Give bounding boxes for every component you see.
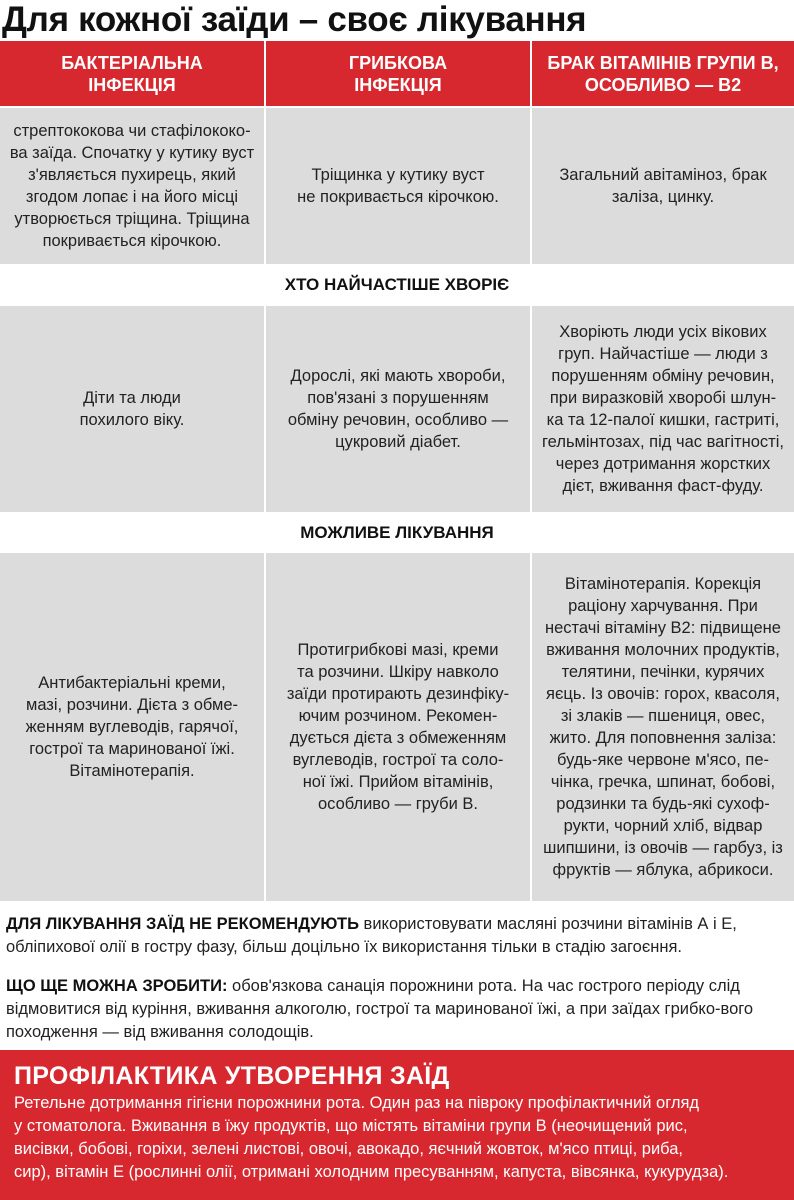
page-title: Для кожної заїди – своє лікування <box>2 0 587 39</box>
column-header-fungal <box>266 41 530 106</box>
cell-text: Загальний авітаміноз, брак заліза, цинку. <box>559 166 767 206</box>
table-cell <box>0 108 264 264</box>
note-lead: ДЛЯ ЛІКУВАННЯ ЗАЇД НЕ РЕКОМЕНДУЮТЬ <box>6 915 359 933</box>
table-row-who <box>0 306 794 512</box>
column-header-label: ГРИБКОВА ІНФЕКЦІЯ <box>348 52 448 95</box>
table-cell <box>266 108 530 264</box>
cell-text: Тріщинка у кутику вуст не покривається кірочкою. <box>297 166 499 206</box>
prevention-text: Ретельне дотримання гігієни порожнини рота. Один раз на півроку профілактичний огляд у стоматолога. Вживання в їжу продуктів, що містять вітаміни групи В (неочищений рис, висівки, бобові, горіхи, зелені листові, овочі, авокадо, яєчний жовток, м'ясо птиці, риба, сир), вітамін Е (рослинні олії, отримані холодним пресуванням, капуста, вівсянка, кукурудза). <box>14 1094 729 1181</box>
table-header <box>0 41 794 106</box>
table-cell <box>266 306 530 512</box>
table-cell <box>532 553 794 901</box>
cell-text: Діти та люди похилого віку. <box>79 389 185 429</box>
prevention-box <box>0 1050 794 1200</box>
column-header-label: БРАК ВІТАМІНІВ ГРУПИ В, ОСОБЛИВО — В2 <box>547 52 779 95</box>
note-text: обов'язкова санація порожнини рота. На час гострого періоду слід відмовитися від куріння, вживання алкоголю, гострої та маринованої їжі, а при заїдах грибко-вого походження — від вживання солодощів. <box>6 977 754 1041</box>
cell-text: Протигрибкові мазі, креми та розчини. Шкіру навколо заїди протирають дезинфіку- ючим розчином. Рекомен- дується дієта з обмеженням вуглеводів, гострої та соло- ної їжі. Прийом вітамінів, особливо — груби В. <box>286 641 510 813</box>
table-cell <box>532 306 794 512</box>
column-header-bacterial <box>0 41 264 106</box>
table-cell <box>0 306 264 512</box>
note-text: використовувати масляні розчини вітамінів А і Е, обліпихової олії в гостру фазу, більш доцільно їх використання тільки в стадію загоєння. <box>6 915 737 956</box>
cell-text: стрептококова чи стафілококо- ва заїда. Спочатку у кутику вуст з'являється пухирець, який згодом лопає і на його місці утворюється тріщина. Тріщина покривається кірочкою. <box>9 122 255 250</box>
table-cell <box>0 553 264 901</box>
table-row-causes <box>0 108 794 264</box>
section-heading-treatment: МОЖЛИВЕ ЛІКУВАННЯ <box>0 513 794 553</box>
note-not-recommended <box>6 913 786 959</box>
table-cell <box>266 553 530 901</box>
note-lead: ЩО ЩЕ МОЖНА ЗРОБИТИ: <box>6 977 228 995</box>
cell-text: Вітамінотерапія. Корекція раціону харчування. При нестачі вітаміну В2: підвищене вживання молочних продуктів, телятини, печінки, курячих яєць. Із овочів: горох, квасоля, зі злаків — пшениця, овес, жито. Для поповнення заліза: будь-яке червоне м'ясо, пе- чінка, гречка, шпинат, бобові, родзинки та будь-які сухоф- рукти, чорний хліб, відвар шипшини, із овочів — гарбуз, із фруктів — яблука, абрикоси. <box>543 575 783 879</box>
section-heading-who: ХТО НАЙЧАСТІШЕ ХВОРІЄ <box>0 265 794 305</box>
cell-text: Хворіють люди усіх вікових груп. Найчастіше — люди з порушенням обміну речовин, при виразковій хворобі шлун- ка та 12-палої кишки, гастриті, гельмінтозах, під час вагітності, через дотримання жорстких дієт, вживання фаст-фуду. <box>542 323 784 495</box>
table-row-treatment <box>0 553 794 901</box>
cell-text: Дорослі, які мають хвороби, пов'язані з порушенням обміну речовин, особливо — цукровий діабет. <box>287 367 509 451</box>
table-cell <box>532 108 794 264</box>
prevention-title: ПРОФІЛАКТИКА УТВОРЕННЯ ЗАЇД <box>14 1062 450 1090</box>
note-what-else <box>6 975 786 1044</box>
column-header-label: БАКТЕРІАЛЬНА ІНФЕКЦІЯ <box>61 52 203 95</box>
cell-text: Антибактеріальні креми, мазі, розчини. Дієта з обме- женням вуглеводів, гарячої, гострої та маринованої їжі. Вітамінотерапія. <box>25 674 239 780</box>
column-header-vitamin <box>532 41 794 106</box>
